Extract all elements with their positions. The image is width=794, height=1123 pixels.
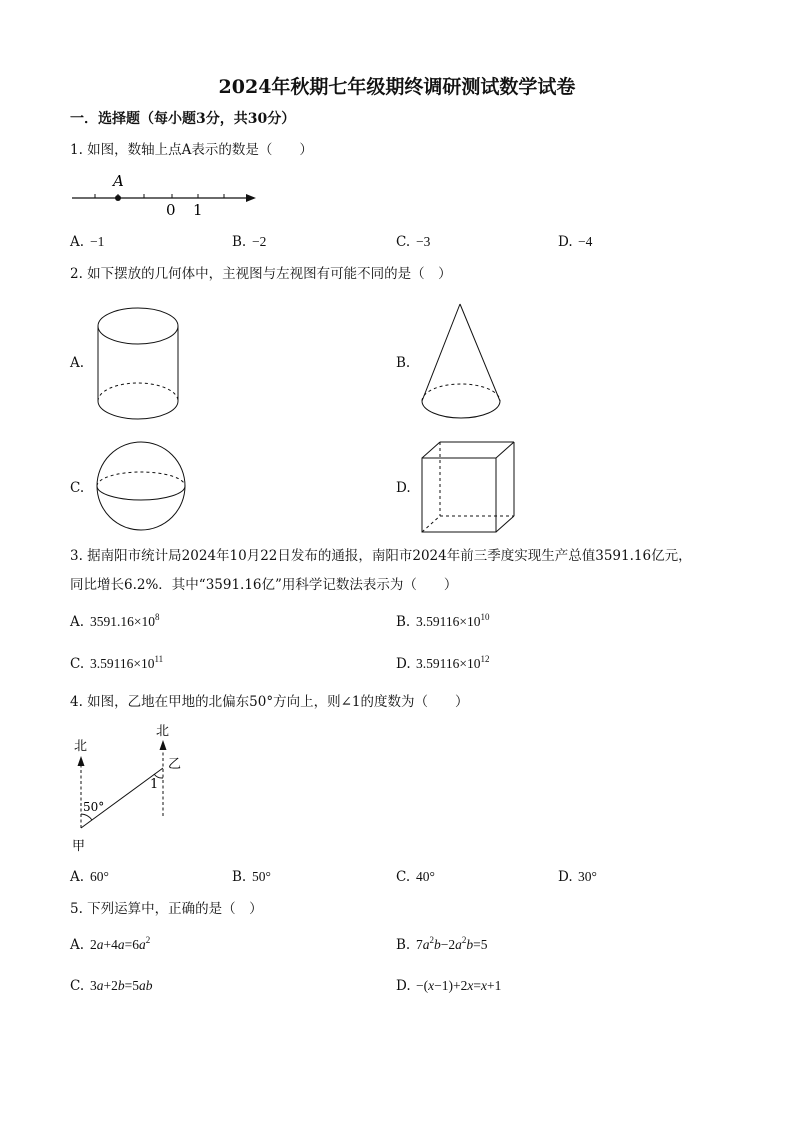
number-line-figure <box>70 170 270 220</box>
q5-option-a-expr: $2a+4a=6a^2$ <box>90 935 151 952</box>
q5-option-b[interactable]: B. $7a^2b-2a^2b=5$ <box>396 935 488 953</box>
cube-figure <box>420 440 516 536</box>
point-a-label: A <box>113 172 124 190</box>
point-jia-label: 甲 <box>72 839 86 854</box>
q1-option-c[interactable]: C. −3 <box>396 234 431 250</box>
number-line-arrow <box>246 194 256 202</box>
north-arrow-left <box>78 756 85 766</box>
cylinder-figure <box>95 305 181 425</box>
north-label-left: 北 <box>74 739 88 754</box>
q5-option-c-expr: 3a+2b=5ab <box>90 978 153 993</box>
q1-option-d[interactable]: D. −4 <box>558 234 593 250</box>
q3-option-d[interactable]: D. $3.59116\times 10^{12}$ <box>396 654 490 672</box>
point-a-dot <box>115 195 121 201</box>
q2-option-a[interactable]: A. <box>70 355 85 371</box>
q5-option-b-expr: $7a^2b-2a^2b=5$ <box>416 935 488 952</box>
q1-option-b[interactable]: B. −2 <box>232 234 267 250</box>
angle-1-label: 1 <box>150 777 159 792</box>
q5-option-d[interactable]: D. −(x−1)+2x=x+1 <box>396 978 502 994</box>
question-2-stem: 2. 如下摆放的几何体中，主视图与左视图有可能不同的是（ ） <box>70 266 452 282</box>
section-heading: 一．选择题（每小题3分，共30分） <box>70 111 296 127</box>
point-yi-label: 乙 <box>168 757 182 772</box>
angle-50-label: 50° <box>83 800 105 814</box>
question-1-stem: 1. 如图，数轴上点A表示的数是（ ） <box>70 142 313 158</box>
q4-option-b[interactable]: B. 50° <box>232 869 271 885</box>
question-3-stem-line1: 3. 据南阳市统计局2024年10月22日发布的通报，南阳市2024年前三季度实现生产总值3591.16亿元， <box>70 548 692 564</box>
q2-option-d[interactable]: D. <box>396 480 411 496</box>
angle-50-arc <box>81 814 92 820</box>
north-arrow-right <box>160 740 167 750</box>
q2-option-b[interactable]: B. <box>396 355 411 371</box>
direction-figure <box>70 722 200 857</box>
q3-option-c[interactable]: C. $3.59116\times 10^{11}$ <box>70 654 164 672</box>
question-5-stem: 5. 下列运算中，正确的是（ ） <box>70 901 263 917</box>
q5-option-d-expr: −(x−1)+2x=x+1 <box>416 978 502 993</box>
q2-option-c[interactable]: C. <box>70 480 85 496</box>
q4-option-a[interactable]: A. 60° <box>70 869 109 885</box>
q5-option-c[interactable]: C. 3a+2b=5ab <box>70 978 153 994</box>
q4-option-d[interactable]: D. 30° <box>558 869 597 885</box>
cone-figure <box>420 302 504 422</box>
q1-option-a[interactable]: A. −1 <box>70 234 105 250</box>
q5-option-a[interactable]: A. $2a+4a=6a^2$ <box>70 935 151 953</box>
question-4-stem: 4. 如图，乙地在甲地的北偏东50°方向上，则∠1的度数为（ ） <box>70 694 469 710</box>
tick-label-1: 1 <box>193 201 203 219</box>
q4-option-c[interactable]: C. 40° <box>396 869 435 885</box>
q3-option-a[interactable]: A. $3591.16\times 10^8$ <box>70 612 160 630</box>
north-label-right: 北 <box>156 724 170 739</box>
sphere-figure <box>96 441 188 533</box>
question-3-stem-line2: 同比增长6.2%．其中“3591.16亿”用科学记数法表示为（ ） <box>70 577 458 593</box>
page-title: 2024年秋期七年级期终调研测试数学试卷 <box>218 76 576 98</box>
q3-option-b[interactable]: B. $3.59116\times 10^{10}$ <box>396 612 490 630</box>
tick-label-0: 0 <box>166 201 176 219</box>
